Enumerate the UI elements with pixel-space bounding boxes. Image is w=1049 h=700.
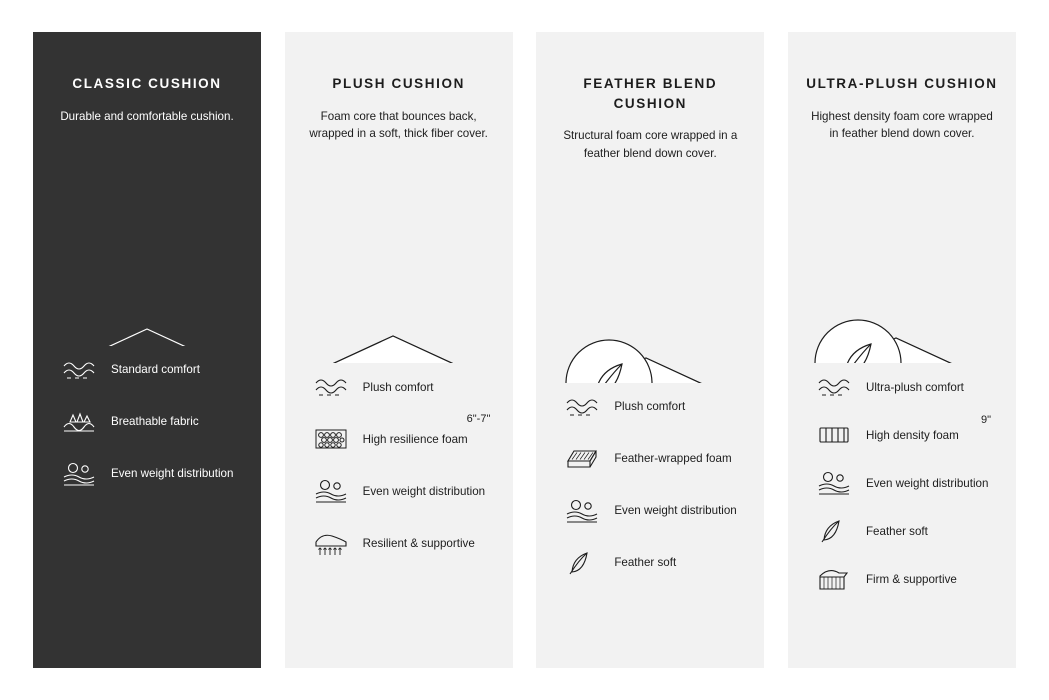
feature-item [311, 475, 487, 507]
wave-lines-icon [59, 354, 99, 386]
high-density-foam-icon [814, 419, 854, 451]
feature-item [814, 419, 990, 451]
layer-top-cover [71, 329, 223, 346]
feature-label: Breathable fabric [111, 415, 199, 429]
feature-label: High resilience foam [362, 432, 468, 446]
feature-label: Even weight distribution [614, 504, 737, 518]
feature-label: Even weight distribution [111, 467, 234, 481]
card-subtitle: Highest density foam core wrapped in feather blend down cover. [811, 109, 993, 140]
card-plush-cushion[interactable] [285, 32, 513, 668]
leaf-icon [562, 547, 602, 579]
card-ultra-plush-cushion[interactable] [788, 32, 1016, 668]
even-weight-distribution-icon [59, 458, 99, 490]
card-feather-blend-cushion[interactable] [536, 32, 764, 668]
honeycomb-foam-icon [311, 423, 351, 455]
breathable-fabric-icon [59, 406, 99, 438]
feather-wrapped-foam-icon [562, 443, 602, 475]
feature-label: Even weight distribution [362, 484, 486, 498]
dimension-label: 6"-7" [466, 413, 491, 426]
feature-item [562, 547, 738, 579]
feature-item [59, 458, 235, 490]
feature-label: Resilient & supportive [362, 536, 475, 550]
cushion-layers-illustration-classic [33, 131, 261, 346]
layer-top-cover [317, 336, 469, 363]
card-subtitle: Foam core that bounces back, wrapped in a soft, thick fiber cover. [309, 109, 488, 140]
feature-label: Plush comfort [614, 400, 686, 414]
feature-item [814, 371, 990, 403]
leaf-badge [815, 320, 901, 363]
even-weight-distribution-icon [311, 475, 351, 507]
even-weight-distribution-icon [562, 495, 602, 527]
feature-label: Even weight distribution [865, 476, 989, 490]
feature-item [59, 354, 235, 386]
card-classic-cushion[interactable] [33, 32, 261, 668]
feature-item [814, 515, 990, 547]
feature-label: Standard comfort [111, 363, 200, 377]
feature-item [311, 527, 487, 559]
dimension-label: 9" [980, 414, 991, 427]
feature-label: Feather soft [865, 524, 928, 538]
wave-lines-icon [311, 371, 351, 403]
card-subtitle: Structural foam core wrapped in a feather blend down cover. [563, 129, 738, 160]
feature-list [536, 391, 764, 579]
card-title: FEATHER BLEND CUSHION [583, 76, 718, 111]
card-subtitle: Durable and comfortable cushion. [60, 109, 234, 123]
feature-item [562, 443, 738, 475]
even-weight-distribution-icon [814, 467, 854, 499]
feature-list [285, 371, 513, 559]
feature-item [562, 495, 738, 527]
cushion-layers-illustration-feather-blend [536, 168, 764, 383]
feature-label: Firm & supportive [865, 572, 957, 586]
resilient-support-icon [311, 527, 351, 559]
card-title: PLUSH CUSHION [332, 76, 465, 91]
feature-label: Ultra-plush comfort [865, 380, 964, 394]
card-title: CLASSIC CUSHION [72, 76, 222, 91]
feature-item [814, 563, 990, 595]
wave-lines-icon [562, 391, 602, 423]
card-title: ULTRA-PLUSH CUSHION [806, 76, 998, 91]
feature-item [562, 391, 738, 423]
wave-lines-icon [814, 371, 854, 403]
feature-item [59, 406, 235, 438]
feature-item [814, 467, 990, 499]
feature-list [788, 371, 1016, 595]
leaf-icon [814, 515, 854, 547]
feature-label: Feather soft [614, 556, 677, 570]
firm-support-icon [814, 563, 854, 595]
leaf-badge [566, 340, 652, 383]
feature-label: Feather-wrapped foam [614, 452, 732, 466]
feature-list [33, 354, 261, 490]
feature-label: Plush comfort [362, 380, 434, 394]
feature-item [311, 371, 487, 403]
feature-label: High density foam [865, 428, 959, 442]
feature-item [311, 423, 487, 455]
